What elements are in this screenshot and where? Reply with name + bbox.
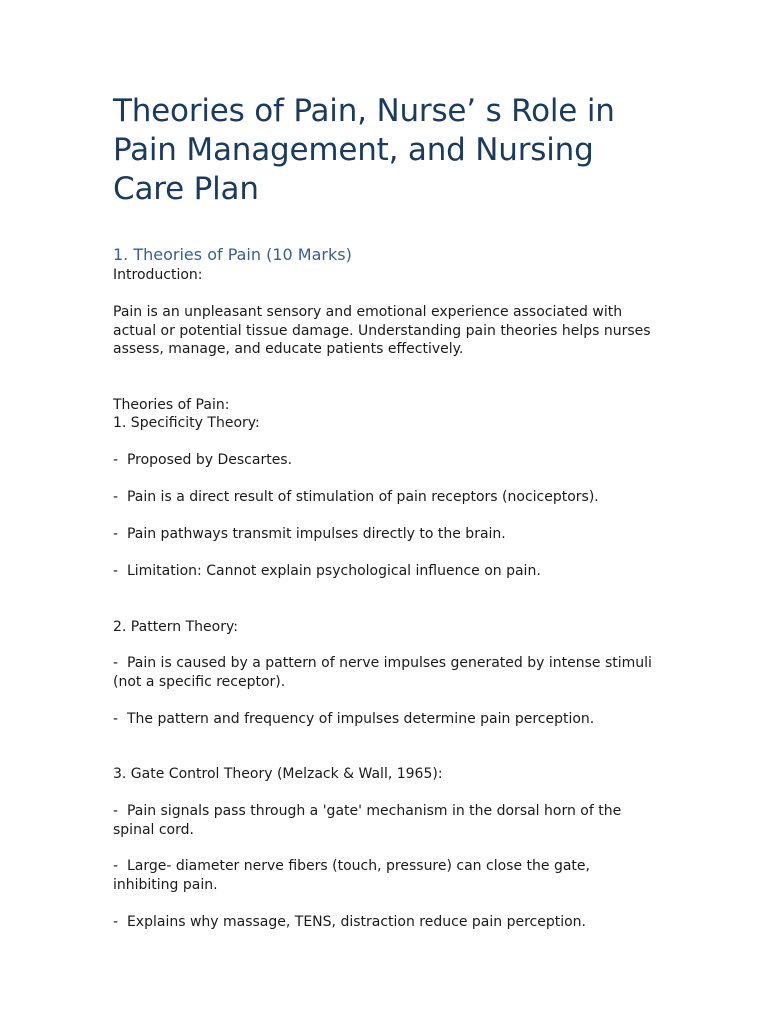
- specificity-heading: 1. Specificity Theory:: [113, 415, 260, 431]
- gate-control-point: - Pain signals pass through a 'gate' mechanism in the dorsal horn of the spinal cord.: [113, 803, 626, 838]
- specificity-point: - Pain pathways transmit impulses directly to the brain.: [113, 526, 506, 542]
- specificity-point: - Proposed by Descartes.: [113, 452, 293, 468]
- gate-control-heading: 3. Gate Control Theory (Melzack & Wall, 1965):: [113, 766, 443, 782]
- pattern-point: - The pattern and frequency of impulses determine pain perception.: [113, 711, 595, 727]
- intro-label: Introduction:: [113, 267, 203, 283]
- pattern-heading: 2. Pattern Theory:: [113, 619, 238, 635]
- gate-control-point: - Explains why massage, TENS, distraction reduce pain perception.: [113, 914, 586, 930]
- document-title: Theories of Pain, Nurse’ s Role in Pain Management, and Nursing Care Plan: [113, 93, 615, 207]
- section-heading: 1. Theories of Pain (10 Marks): [113, 245, 352, 264]
- gate-control-point: - Large- diameter nerve fibers (touch, pressure) can close the gate, inhibiting pain.: [113, 858, 595, 893]
- theories-label: Theories of Pain:: [113, 397, 230, 413]
- intro-paragraph: Pain is an unpleasant sensory and emotional experience associated with actual or potential tissue damage. Understanding pain theories helps nurses assess, manage, and educate patients effectively.: [113, 304, 656, 357]
- pattern-point: - Pain is caused by a pattern of nerve impulses generated by intense stimuli (not a specific receptor).: [113, 655, 657, 690]
- specificity-point: - Pain is a direct result of stimulation of pain receptors (nociceptors).: [113, 489, 599, 505]
- specificity-point: - Limitation: Cannot explain psychological influence on pain.: [113, 563, 541, 579]
